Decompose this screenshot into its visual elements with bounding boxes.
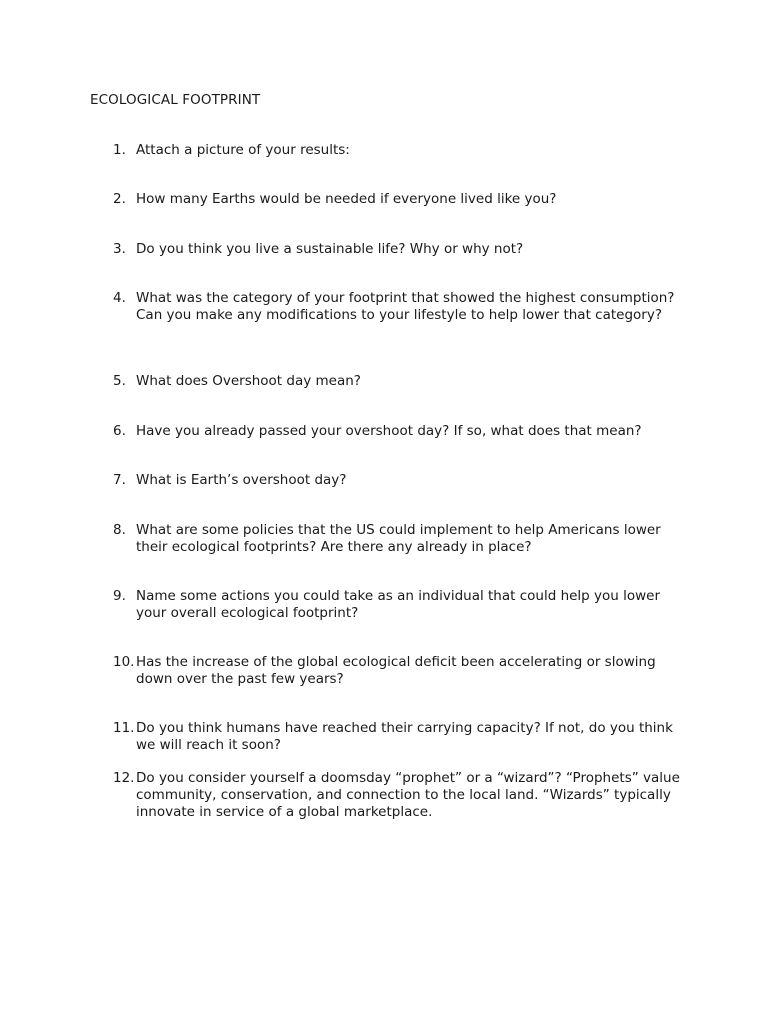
question-item: [113, 654, 683, 688]
question-item: [113, 522, 683, 556]
question-number: 12.: [113, 770, 135, 786]
question-item: [113, 472, 683, 489]
question-text: What is Earth’s overshoot day?: [136, 472, 347, 488]
question-number: 4.: [113, 290, 126, 306]
document-title: ECOLOGICAL FOOTPRINT: [90, 92, 261, 108]
question-item: [113, 720, 683, 754]
question-text: Have you already passed your overshoot day? If so, what does that mean?: [136, 423, 642, 439]
question-number: 10.: [113, 654, 135, 670]
question-item: [113, 373, 683, 390]
question-number: 5.: [113, 373, 126, 389]
question-item: [113, 423, 683, 440]
question-number: 3.: [113, 241, 126, 257]
question-text: What does Overshoot day mean?: [136, 373, 361, 389]
question-item: [113, 142, 683, 159]
question-text: Do you think you live a sustainable life? Why or why not?: [136, 241, 524, 257]
question-item: [113, 290, 683, 324]
question-item: [113, 770, 683, 820]
question-number: 6.: [113, 423, 126, 439]
question-text: What are some policies that the US could implement to help Americans lower their ecological footprints? Are there any already in place?: [136, 522, 661, 555]
question-text: What was the category of your footprint that showed the highest consumption? Can you make any modifications to your lifestyle to help lower that category?: [136, 290, 675, 323]
question-number: 1.: [113, 142, 126, 158]
question-item: [113, 241, 683, 258]
question-text: Name some actions you could take as an individual that could help you lower your overall ecological footprint?: [136, 588, 661, 621]
question-number: 9.: [113, 588, 126, 604]
question-text: Do you consider yourself a doomsday “prophet” or a “wizard”? “Prophets” value community, conservation, and connection to the local land. “Wizards” typically innovate in service of a global marketplace.: [136, 770, 680, 820]
question-text: Attach a picture of your results:: [136, 142, 350, 158]
question-number: 11.: [113, 720, 135, 736]
question-number: 8.: [113, 522, 126, 538]
question-text: Do you think humans have reached their carrying capacity? If not, do you think we will reach it soon?: [136, 720, 673, 753]
question-item: [113, 191, 683, 208]
question-text: How many Earths would be needed if everyone lived like you?: [136, 191, 557, 207]
question-number: 7.: [113, 472, 126, 488]
question-item: [113, 588, 683, 622]
question-number: 2.: [113, 191, 126, 207]
question-text: Has the increase of the global ecological deficit been accelerating or slowing down over the past few years?: [136, 654, 656, 687]
